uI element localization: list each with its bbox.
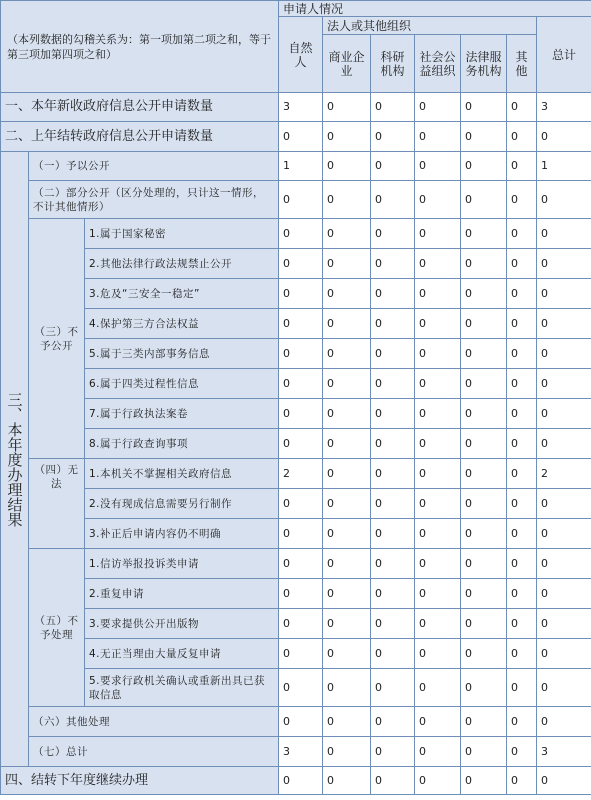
cell: 0 [537, 309, 591, 339]
result-row-label: 4.保护第三方合法权益 [85, 309, 279, 339]
cell: 0 [461, 93, 507, 122]
header-total: 总计 [537, 17, 591, 93]
cell: 0 [323, 609, 371, 639]
cell: 0 [507, 309, 537, 339]
header-legal: 法人或其他组织 [323, 17, 537, 35]
cell: 0 [415, 399, 461, 429]
cell: 0 [279, 181, 323, 219]
cell: 0 [371, 639, 415, 669]
cell: 0 [507, 339, 537, 369]
cell: 0 [371, 707, 415, 737]
cell: 0 [537, 669, 591, 707]
cell: 0 [507, 489, 537, 519]
cell: 0 [323, 579, 371, 609]
cell: 0 [371, 339, 415, 369]
header-legal-service: 法律服务机构 [461, 35, 507, 93]
cell: 0 [537, 369, 591, 399]
cell: 0 [323, 707, 371, 737]
cell: 0 [537, 549, 591, 579]
cell: 0 [371, 489, 415, 519]
cell: 0 [537, 489, 591, 519]
group-not-processed: （五）不予处理 [29, 549, 85, 707]
cell: 0 [507, 369, 537, 399]
cell: 0 [507, 639, 537, 669]
cell: 0 [461, 459, 507, 489]
section-carried-over: 二、上年结转政府信息公开申请数量 [1, 122, 279, 152]
cell: 0 [323, 93, 371, 122]
cell: 0 [507, 767, 537, 795]
cell: 0 [371, 181, 415, 219]
cell: 0 [461, 279, 507, 309]
cell: 0 [279, 549, 323, 579]
cell: 0 [323, 429, 371, 459]
cell: 0 [371, 399, 415, 429]
cell: 0 [415, 459, 461, 489]
cell: 0 [415, 219, 461, 249]
cell: 0 [461, 609, 507, 639]
cell: 0 [537, 122, 591, 152]
cell: 0 [461, 339, 507, 369]
cell: 0 [279, 339, 323, 369]
cell: 3 [537, 737, 591, 767]
cell: 0 [371, 519, 415, 549]
header-note: （本列数据的勾稽关系为：第一项加第二项之和，等于第三项加第四项之和） [1, 1, 279, 93]
cell: 0 [279, 609, 323, 639]
cell: 0 [279, 369, 323, 399]
cell: 0 [323, 639, 371, 669]
section-carry-forward: 四、结转下年度继续办理 [1, 767, 279, 795]
cell: 0 [461, 579, 507, 609]
cell: 0 [415, 549, 461, 579]
cell: 0 [371, 122, 415, 152]
cell: 0 [461, 737, 507, 767]
cell: 0 [507, 279, 537, 309]
result-row-label: （六）其他处理 [29, 707, 279, 737]
cell: 0 [279, 219, 323, 249]
cell: 0 [323, 219, 371, 249]
cell: 0 [415, 767, 461, 795]
cell: 0 [507, 609, 537, 639]
cell: 0 [323, 459, 371, 489]
cell: 0 [537, 767, 591, 795]
cell: 0 [537, 519, 591, 549]
cell: 0 [323, 122, 371, 152]
result-row-label: 3.危及“三安全一稳定” [85, 279, 279, 309]
cell: 0 [323, 181, 371, 219]
result-row-label: 4.无正当理由大量反复申请 [85, 639, 279, 669]
cell: 0 [371, 737, 415, 767]
cell: 0 [507, 519, 537, 549]
cell: 0 [537, 429, 591, 459]
cell: 0 [507, 249, 537, 279]
cell: 0 [507, 737, 537, 767]
cell: 2 [537, 459, 591, 489]
cell: 0 [461, 489, 507, 519]
cell: 0 [461, 249, 507, 279]
cell: 0 [279, 122, 323, 152]
cell: 0 [507, 579, 537, 609]
result-row-label: 3.补正后申请内容仍不明确 [85, 519, 279, 549]
cell: 0 [371, 249, 415, 279]
cell: 0 [461, 669, 507, 707]
result-row-label: （一）予以公开 [29, 152, 279, 181]
result-row-label: 5.要求行政机关确认或重新出具已获取信息 [85, 669, 279, 707]
cell: 0 [371, 669, 415, 707]
cell: 3 [279, 93, 323, 122]
cell: 0 [415, 579, 461, 609]
cell: 0 [415, 369, 461, 399]
cell: 0 [537, 609, 591, 639]
result-row-label: 2.其他法律行政法规禁止公开 [85, 249, 279, 279]
cell: 0 [507, 429, 537, 459]
cell: 0 [537, 181, 591, 219]
cell: 0 [537, 339, 591, 369]
result-row-label: （二）部分公开（区分处理的，只计这一情形，不计其他情形） [29, 181, 279, 219]
cell: 0 [415, 429, 461, 459]
cell: 3 [279, 737, 323, 767]
cell: 3 [537, 93, 591, 122]
cell: 0 [537, 279, 591, 309]
cell: 0 [507, 669, 537, 707]
cell: 0 [371, 549, 415, 579]
cell: 0 [279, 309, 323, 339]
cell: 0 [507, 219, 537, 249]
cell: 0 [371, 279, 415, 309]
result-row-label: 8.属于行政查询事项 [85, 429, 279, 459]
cell: 0 [415, 249, 461, 279]
cell: 0 [371, 579, 415, 609]
cell: 0 [507, 459, 537, 489]
cell: 0 [507, 93, 537, 122]
cell: 0 [461, 429, 507, 459]
cell: 0 [415, 122, 461, 152]
cell: 0 [415, 93, 461, 122]
cell: 0 [371, 219, 415, 249]
cell: 0 [323, 279, 371, 309]
cell: 0 [461, 219, 507, 249]
result-row-label: 1.属于国家秘密 [85, 219, 279, 249]
result-row-label: 2.没有现成信息需要另行制作 [85, 489, 279, 519]
cell: 0 [507, 549, 537, 579]
header-research: 科研机构 [371, 35, 415, 93]
cell: 0 [461, 152, 507, 181]
result-row-label: 1.本机关不掌握相关政府信息 [85, 459, 279, 489]
cell: 0 [415, 519, 461, 549]
cell: 0 [415, 279, 461, 309]
cell: 0 [371, 93, 415, 122]
cell: 0 [371, 309, 415, 339]
cell: 0 [323, 152, 371, 181]
cell: 0 [279, 639, 323, 669]
cell: 0 [461, 707, 507, 737]
cell: 0 [323, 737, 371, 767]
cell: 0 [323, 669, 371, 707]
cell: 0 [415, 489, 461, 519]
result-row-label: 3.要求提供公开出版物 [85, 609, 279, 639]
cell: 0 [537, 399, 591, 429]
cell: 0 [461, 181, 507, 219]
cell: 0 [415, 707, 461, 737]
cell: 0 [507, 122, 537, 152]
result-row-label: （七）总计 [29, 737, 279, 767]
cell: 0 [507, 152, 537, 181]
cell: 0 [323, 249, 371, 279]
cell: 0 [415, 309, 461, 339]
cell: 0 [371, 429, 415, 459]
cell: 0 [537, 579, 591, 609]
cell: 0 [279, 707, 323, 737]
cell: 0 [279, 279, 323, 309]
cell: 0 [323, 339, 371, 369]
cell: 0 [371, 767, 415, 795]
cell: 0 [415, 152, 461, 181]
group-not-disclosed: （三）不予公开 [29, 219, 85, 459]
cell: 0 [415, 639, 461, 669]
header-natural: 自然人 [279, 17, 323, 93]
cell: 0 [537, 249, 591, 279]
cell: 0 [279, 767, 323, 795]
cell: 0 [279, 519, 323, 549]
section-new-requests: 一、本年新收政府信息公开申请数量 [1, 93, 279, 122]
cell: 0 [323, 519, 371, 549]
result-row-label: 6.属于四类过程性信息 [85, 369, 279, 399]
cell: 0 [323, 309, 371, 339]
cell: 0 [279, 579, 323, 609]
cell: 0 [371, 609, 415, 639]
cell: 0 [323, 549, 371, 579]
cell: 0 [461, 519, 507, 549]
cell: 0 [461, 309, 507, 339]
section-results: 三、本年度办理结果 [1, 152, 29, 767]
cell: 0 [279, 489, 323, 519]
result-row-label: 1.信访举报投诉类申请 [85, 549, 279, 579]
cell: 0 [537, 219, 591, 249]
cell: 0 [415, 339, 461, 369]
cell: 0 [415, 181, 461, 219]
result-row-label: 2.重复申请 [85, 579, 279, 609]
cell: 0 [461, 549, 507, 579]
cell: 0 [537, 707, 591, 737]
cell: 0 [461, 767, 507, 795]
header-applicant: 申请人情况 [279, 1, 591, 17]
cell: 1 [279, 152, 323, 181]
cell: 0 [461, 122, 507, 152]
result-row-label: 7.属于行政执法案卷 [85, 399, 279, 429]
cell: 0 [323, 369, 371, 399]
cell: 0 [323, 489, 371, 519]
cell: 0 [507, 181, 537, 219]
cell: 0 [279, 249, 323, 279]
header-other: 其他 [507, 35, 537, 93]
cell: 1 [537, 152, 591, 181]
cell: 0 [371, 369, 415, 399]
cell: 0 [415, 737, 461, 767]
cell: 0 [371, 459, 415, 489]
cell: 0 [279, 669, 323, 707]
cell: 0 [415, 669, 461, 707]
cell: 0 [537, 639, 591, 669]
cell: 0 [279, 399, 323, 429]
cell: 0 [507, 399, 537, 429]
cell: 0 [371, 152, 415, 181]
cell: 0 [323, 767, 371, 795]
header-commercial: 商业企业 [323, 35, 371, 93]
header-social: 社会公益组织 [415, 35, 461, 93]
cell: 2 [279, 459, 323, 489]
cell: 0 [461, 639, 507, 669]
cell: 0 [507, 707, 537, 737]
cell: 0 [323, 399, 371, 429]
cell: 0 [415, 609, 461, 639]
cell: 0 [279, 429, 323, 459]
group-unable-to-provide: （四）无法 [29, 459, 85, 549]
cell: 0 [461, 399, 507, 429]
cell: 0 [461, 369, 507, 399]
result-row-label: 5.属于三类内部事务信息 [85, 339, 279, 369]
